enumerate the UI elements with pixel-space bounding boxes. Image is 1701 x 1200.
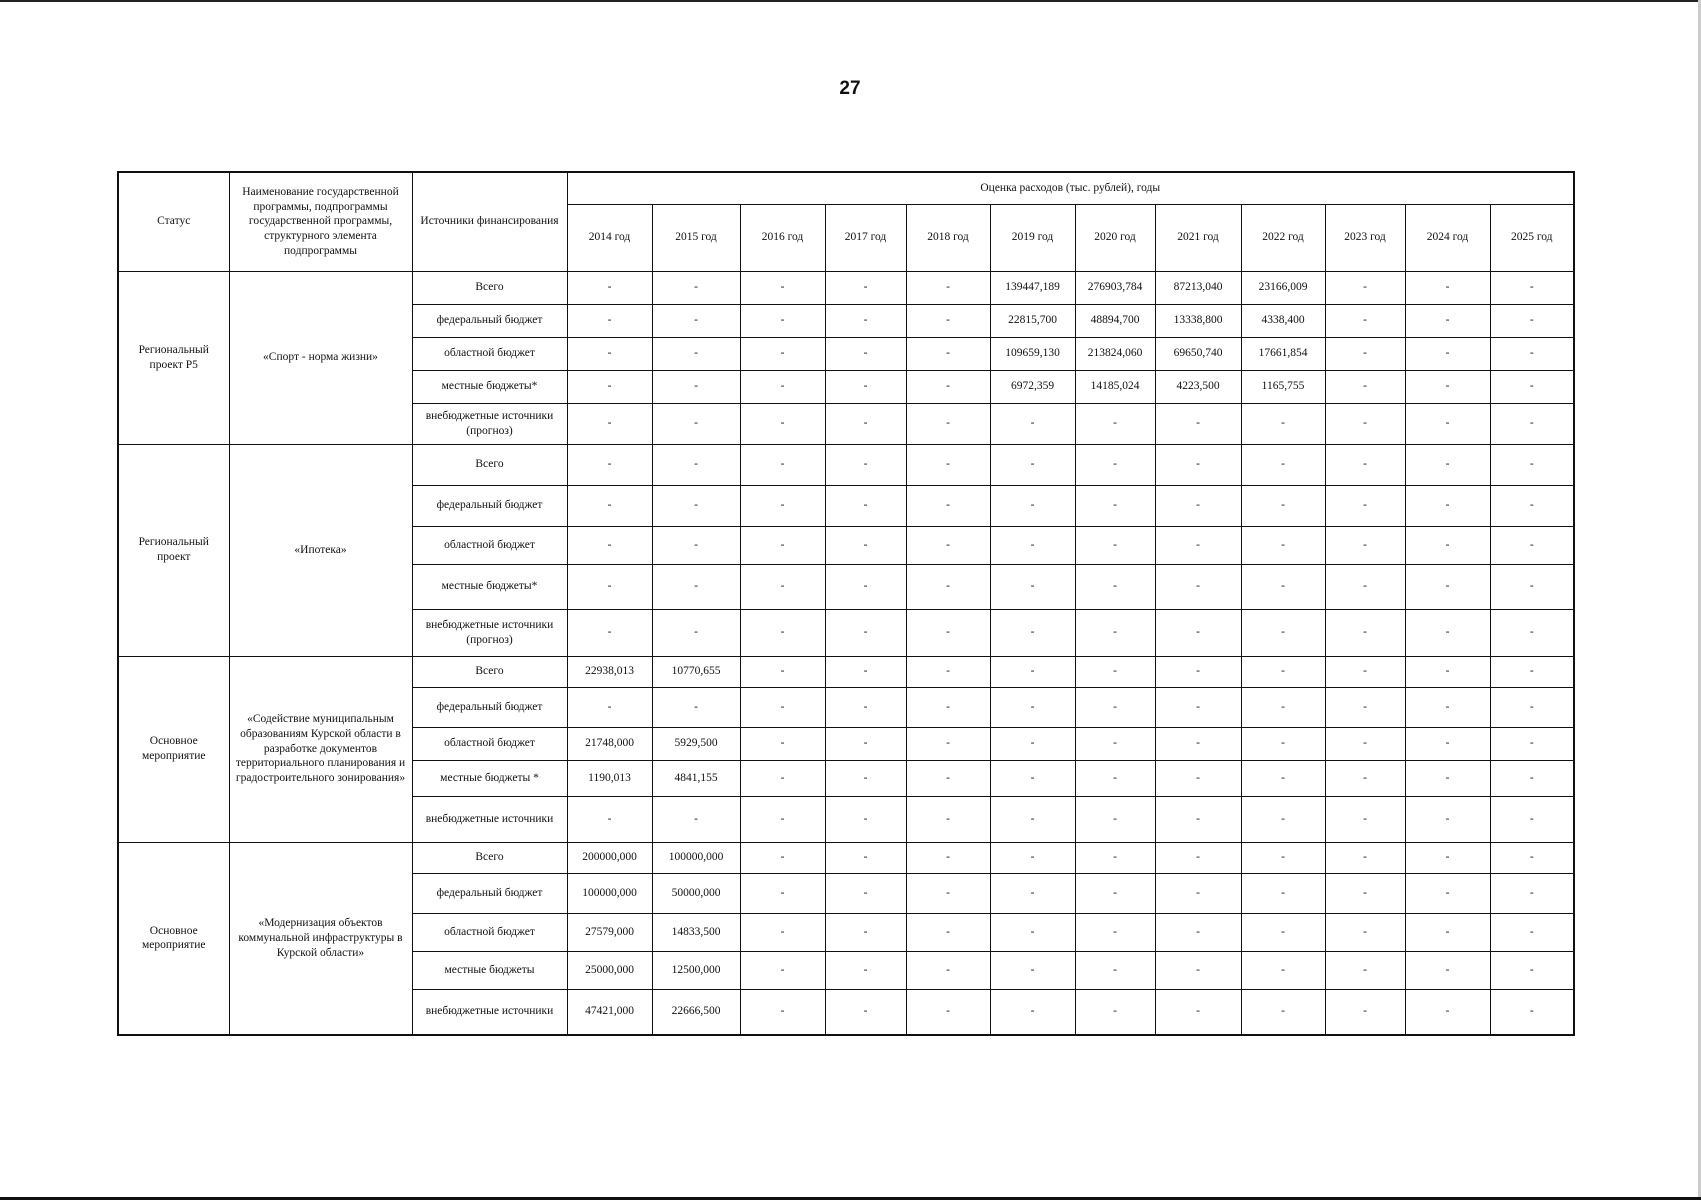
- value-cell: -: [1241, 796, 1325, 842]
- status-cell: Региональный проект: [118, 444, 229, 656]
- value-cell: -: [1075, 951, 1155, 989]
- value-cell: -: [906, 485, 990, 526]
- value-cell: -: [990, 687, 1075, 727]
- value-cell: -: [740, 760, 825, 796]
- year-header: 2021 год: [1155, 204, 1241, 271]
- value-cell: -: [1325, 304, 1405, 337]
- value-cell: -: [1325, 444, 1405, 485]
- value-cell: -: [1155, 687, 1241, 727]
- table-row: [118, 444, 1574, 485]
- value-cell: -: [1241, 656, 1325, 687]
- value-cell: -: [740, 842, 825, 873]
- value-cell: 50000,000: [652, 873, 740, 913]
- value-cell: -: [906, 687, 990, 727]
- funding-source-cell: местные бюджеты*: [412, 370, 567, 403]
- value-cell: -: [740, 403, 825, 444]
- value-cell: -: [1325, 796, 1405, 842]
- value-cell: -: [1405, 444, 1490, 485]
- value-cell: -: [1325, 609, 1405, 656]
- value-cell: -: [825, 989, 906, 1035]
- value-cell: -: [1325, 760, 1405, 796]
- value-cell: -: [906, 873, 990, 913]
- year-header: 2023 год: [1325, 204, 1405, 271]
- program-name-cell: «Спорт - норма жизни»: [229, 271, 412, 444]
- value-cell: -: [652, 403, 740, 444]
- year-header: 2019 год: [990, 204, 1075, 271]
- program-name-cell: «Модернизация объектов коммунальной инфраструктуры в Курской области»: [229, 842, 412, 1035]
- value-cell: -: [1325, 913, 1405, 951]
- value-cell: -: [1075, 609, 1155, 656]
- funding-source-cell: Всего: [412, 656, 567, 687]
- value-cell: -: [1075, 873, 1155, 913]
- value-cell: -: [1155, 564, 1241, 609]
- value-cell: -: [1325, 403, 1405, 444]
- value-cell: -: [825, 913, 906, 951]
- value-cell: -: [825, 444, 906, 485]
- value-cell: -: [1075, 989, 1155, 1035]
- value-cell: -: [1405, 485, 1490, 526]
- status-cell: Основное мероприятие: [118, 842, 229, 1035]
- value-cell: 22815,700: [990, 304, 1075, 337]
- value-cell: -: [1075, 842, 1155, 873]
- value-cell: -: [652, 526, 740, 564]
- value-cell: 200000,000: [567, 842, 652, 873]
- value-cell: -: [567, 337, 652, 370]
- value-cell: -: [825, 609, 906, 656]
- value-cell: -: [1075, 444, 1155, 485]
- funding-source-cell: местные бюджеты*: [412, 564, 567, 609]
- value-cell: -: [652, 687, 740, 727]
- value-cell: -: [825, 873, 906, 913]
- value-cell: -: [1325, 485, 1405, 526]
- value-cell: -: [1075, 687, 1155, 727]
- value-cell: -: [825, 951, 906, 989]
- value-cell: 13338,800: [1155, 304, 1241, 337]
- value-cell: -: [906, 760, 990, 796]
- value-cell: -: [906, 444, 990, 485]
- value-cell: -: [1155, 951, 1241, 989]
- value-cell: 25000,000: [567, 951, 652, 989]
- value-cell: -: [1405, 564, 1490, 609]
- value-cell: -: [1241, 760, 1325, 796]
- header-sources: Источники финансирования: [412, 172, 567, 271]
- value-cell: 1165,755: [1241, 370, 1325, 403]
- value-cell: -: [1405, 727, 1490, 760]
- value-cell: -: [906, 304, 990, 337]
- value-cell: -: [990, 564, 1075, 609]
- value-cell: -: [1075, 727, 1155, 760]
- value-cell: -: [1155, 842, 1241, 873]
- value-cell: -: [1325, 564, 1405, 609]
- value-cell: -: [740, 913, 825, 951]
- value-cell: -: [1490, 304, 1574, 337]
- value-cell: -: [990, 873, 1075, 913]
- funding-source-cell: областной бюджет: [412, 526, 567, 564]
- value-cell: -: [1490, 873, 1574, 913]
- funding-source-cell: областной бюджет: [412, 913, 567, 951]
- value-cell: -: [652, 271, 740, 304]
- year-header: 2020 год: [1075, 204, 1155, 271]
- value-cell: -: [825, 760, 906, 796]
- value-cell: 4223,500: [1155, 370, 1241, 403]
- value-cell: -: [740, 727, 825, 760]
- value-cell: -: [1325, 271, 1405, 304]
- table-row: [118, 656, 1574, 687]
- value-cell: 4338,400: [1241, 304, 1325, 337]
- value-cell: -: [740, 444, 825, 485]
- value-cell: -: [1075, 760, 1155, 796]
- value-cell: -: [740, 337, 825, 370]
- value-cell: -: [1405, 526, 1490, 564]
- value-cell: 139447,189: [990, 271, 1075, 304]
- value-cell: -: [825, 485, 906, 526]
- header-name: Наименование государственной программы, подпрограммы государственной программы, структурного элемента подпрограммы: [229, 172, 412, 271]
- value-cell: -: [906, 727, 990, 760]
- value-cell: -: [906, 564, 990, 609]
- funding-source-cell: Всего: [412, 444, 567, 485]
- value-cell: -: [990, 526, 1075, 564]
- value-cell: -: [906, 403, 990, 444]
- value-cell: -: [906, 609, 990, 656]
- value-cell: -: [1241, 989, 1325, 1035]
- value-cell: -: [567, 609, 652, 656]
- funding-source-cell: внебюджетные источники (прогноз): [412, 403, 567, 444]
- value-cell: -: [990, 485, 1075, 526]
- value-cell: -: [1155, 526, 1241, 564]
- value-cell: -: [906, 842, 990, 873]
- value-cell: -: [990, 760, 1075, 796]
- value-cell: -: [906, 796, 990, 842]
- funding-source-cell: федеральный бюджет: [412, 687, 567, 727]
- value-cell: -: [1325, 337, 1405, 370]
- value-cell: -: [1241, 609, 1325, 656]
- value-cell: 5929,500: [652, 727, 740, 760]
- value-cell: 21748,000: [567, 727, 652, 760]
- value-cell: -: [652, 564, 740, 609]
- value-cell: -: [990, 796, 1075, 842]
- funding-source-cell: внебюджетные источники (прогноз): [412, 609, 567, 656]
- value-cell: -: [1405, 304, 1490, 337]
- value-cell: -: [1405, 656, 1490, 687]
- value-cell: -: [1241, 913, 1325, 951]
- value-cell: -: [1325, 989, 1405, 1035]
- value-cell: -: [825, 304, 906, 337]
- table-row: [118, 271, 1574, 304]
- value-cell: -: [1405, 913, 1490, 951]
- value-cell: -: [1155, 796, 1241, 842]
- value-cell: -: [906, 526, 990, 564]
- value-cell: -: [990, 913, 1075, 951]
- year-header: 2015 год: [652, 204, 740, 271]
- year-header: 2025 год: [1490, 204, 1574, 271]
- value-cell: -: [740, 951, 825, 989]
- value-cell: -: [567, 403, 652, 444]
- value-cell: -: [1075, 796, 1155, 842]
- value-cell: -: [906, 271, 990, 304]
- value-cell: 14833,500: [652, 913, 740, 951]
- value-cell: -: [567, 304, 652, 337]
- value-cell: -: [740, 564, 825, 609]
- value-cell: -: [740, 526, 825, 564]
- value-cell: 276903,784: [1075, 271, 1155, 304]
- value-cell: -: [825, 656, 906, 687]
- value-cell: -: [1405, 989, 1490, 1035]
- value-cell: -: [567, 796, 652, 842]
- funding-source-cell: местные бюджеты *: [412, 760, 567, 796]
- value-cell: -: [990, 609, 1075, 656]
- value-cell: -: [1405, 271, 1490, 304]
- value-cell: -: [740, 687, 825, 727]
- value-cell: -: [652, 337, 740, 370]
- value-cell: -: [1490, 485, 1574, 526]
- value-cell: -: [1490, 271, 1574, 304]
- value-cell: 87213,040: [1155, 271, 1241, 304]
- value-cell: -: [825, 271, 906, 304]
- value-cell: -: [1155, 485, 1241, 526]
- value-cell: -: [1325, 842, 1405, 873]
- value-cell: -: [652, 609, 740, 656]
- value-cell: 47421,000: [567, 989, 652, 1035]
- funding-source-cell: федеральный бюджет: [412, 485, 567, 526]
- value-cell: 14185,024: [1075, 370, 1155, 403]
- value-cell: -: [740, 304, 825, 337]
- value-cell: -: [1490, 370, 1574, 403]
- value-cell: -: [740, 485, 825, 526]
- value-cell: -: [1075, 403, 1155, 444]
- funding-source-cell: областной бюджет: [412, 337, 567, 370]
- value-cell: -: [990, 727, 1075, 760]
- value-cell: -: [1405, 796, 1490, 842]
- value-cell: -: [1325, 656, 1405, 687]
- funding-source-cell: областной бюджет: [412, 727, 567, 760]
- value-cell: -: [1405, 337, 1490, 370]
- value-cell: -: [1075, 485, 1155, 526]
- value-cell: -: [990, 842, 1075, 873]
- value-cell: 12500,000: [652, 951, 740, 989]
- header-row-1: [118, 172, 1574, 204]
- value-cell: -: [567, 271, 652, 304]
- year-header: 2017 год: [825, 204, 906, 271]
- value-cell: 109659,130: [990, 337, 1075, 370]
- value-cell: -: [1490, 951, 1574, 989]
- value-cell: -: [990, 403, 1075, 444]
- value-cell: -: [825, 370, 906, 403]
- value-cell: -: [1241, 873, 1325, 913]
- value-cell: -: [567, 444, 652, 485]
- value-cell: -: [1241, 526, 1325, 564]
- value-cell: -: [1490, 526, 1574, 564]
- value-cell: -: [740, 989, 825, 1035]
- value-cell: 17661,854: [1241, 337, 1325, 370]
- value-cell: -: [1405, 687, 1490, 727]
- year-header: 2018 год: [906, 204, 990, 271]
- value-cell: -: [906, 656, 990, 687]
- value-cell: -: [1325, 727, 1405, 760]
- value-cell: -: [1490, 796, 1574, 842]
- value-cell: -: [990, 656, 1075, 687]
- value-cell: -: [1241, 564, 1325, 609]
- value-cell: 48894,700: [1075, 304, 1155, 337]
- funding-source-cell: федеральный бюджет: [412, 873, 567, 913]
- header-status: Статус: [118, 172, 229, 271]
- status-cell: Региональный проект P5: [118, 271, 229, 444]
- header-estimate: Оценка расходов (тыс. рублей), годы: [567, 172, 1574, 204]
- value-cell: -: [1490, 656, 1574, 687]
- value-cell: -: [1490, 564, 1574, 609]
- table-row: [118, 842, 1574, 873]
- value-cell: -: [740, 656, 825, 687]
- value-cell: 10770,655: [652, 656, 740, 687]
- budget-table-body: [118, 271, 1574, 1035]
- page-number: 27: [839, 78, 861, 99]
- value-cell: 1190,013: [567, 760, 652, 796]
- value-cell: -: [740, 370, 825, 403]
- value-cell: -: [1241, 727, 1325, 760]
- value-cell: -: [1405, 842, 1490, 873]
- value-cell: -: [825, 403, 906, 444]
- value-cell: -: [825, 727, 906, 760]
- value-cell: -: [1405, 873, 1490, 913]
- value-cell: -: [990, 951, 1075, 989]
- status-cell: Основное мероприятие: [118, 656, 229, 842]
- value-cell: -: [1155, 989, 1241, 1035]
- value-cell: 27579,000: [567, 913, 652, 951]
- funding-source-cell: Всего: [412, 842, 567, 873]
- value-cell: -: [1405, 403, 1490, 444]
- value-cell: -: [825, 564, 906, 609]
- value-cell: -: [1490, 337, 1574, 370]
- value-cell: -: [1155, 609, 1241, 656]
- funding-source-cell: местные бюджеты: [412, 951, 567, 989]
- year-header: 2016 год: [740, 204, 825, 271]
- value-cell: -: [825, 687, 906, 727]
- value-cell: -: [1325, 873, 1405, 913]
- value-cell: -: [567, 526, 652, 564]
- funding-source-cell: Всего: [412, 271, 567, 304]
- value-cell: -: [1155, 444, 1241, 485]
- value-cell: -: [1490, 913, 1574, 951]
- value-cell: -: [1155, 403, 1241, 444]
- program-name-cell: «Ипотека»: [229, 444, 412, 656]
- value-cell: 6972,359: [990, 370, 1075, 403]
- value-cell: -: [906, 989, 990, 1035]
- value-cell: -: [1241, 687, 1325, 727]
- value-cell: -: [990, 444, 1075, 485]
- value-cell: -: [1155, 727, 1241, 760]
- value-cell: -: [1155, 913, 1241, 951]
- value-cell: -: [1241, 403, 1325, 444]
- value-cell: -: [1155, 760, 1241, 796]
- value-cell: -: [1241, 444, 1325, 485]
- value-cell: -: [1490, 760, 1574, 796]
- value-cell: -: [1405, 760, 1490, 796]
- value-cell: 213824,060: [1075, 337, 1155, 370]
- value-cell: -: [1075, 656, 1155, 687]
- year-header: 2022 год: [1241, 204, 1325, 271]
- value-cell: -: [652, 796, 740, 842]
- value-cell: -: [1490, 989, 1574, 1035]
- budget-table: [117, 171, 1575, 1036]
- value-cell: -: [652, 370, 740, 403]
- value-cell: -: [825, 337, 906, 370]
- value-cell: -: [567, 564, 652, 609]
- value-cell: -: [652, 304, 740, 337]
- value-cell: -: [1241, 842, 1325, 873]
- value-cell: -: [990, 989, 1075, 1035]
- value-cell: -: [1241, 951, 1325, 989]
- value-cell: -: [652, 444, 740, 485]
- value-cell: -: [825, 796, 906, 842]
- funding-source-cell: внебюджетные источники: [412, 989, 567, 1035]
- value-cell: -: [906, 951, 990, 989]
- value-cell: -: [906, 337, 990, 370]
- value-cell: -: [1490, 609, 1574, 656]
- value-cell: -: [740, 873, 825, 913]
- value-cell: -: [740, 796, 825, 842]
- value-cell: 22938,013: [567, 656, 652, 687]
- value-cell: -: [1325, 370, 1405, 403]
- value-cell: -: [1155, 873, 1241, 913]
- funding-source-cell: внебюджетные источники: [412, 796, 567, 842]
- value-cell: -: [1325, 951, 1405, 989]
- value-cell: -: [1405, 951, 1490, 989]
- year-header: 2014 год: [567, 204, 652, 271]
- value-cell: -: [1075, 564, 1155, 609]
- value-cell: -: [1490, 727, 1574, 760]
- value-cell: -: [825, 842, 906, 873]
- value-cell: 4841,155: [652, 760, 740, 796]
- value-cell: -: [906, 370, 990, 403]
- value-cell: -: [1405, 609, 1490, 656]
- year-header: 2024 год: [1405, 204, 1490, 271]
- value-cell: -: [906, 913, 990, 951]
- value-cell: -: [652, 485, 740, 526]
- program-name-cell: «Содействие муниципальным образованиям Курской области в разработке документов территориального планирования и градостроительного зонирования»: [229, 656, 412, 842]
- value-cell: -: [740, 271, 825, 304]
- value-cell: -: [567, 370, 652, 403]
- value-cell: -: [1405, 370, 1490, 403]
- funding-source-cell: федеральный бюджет: [412, 304, 567, 337]
- value-cell: 100000,000: [567, 873, 652, 913]
- value-cell: -: [740, 609, 825, 656]
- value-cell: 23166,009: [1241, 271, 1325, 304]
- value-cell: -: [1241, 485, 1325, 526]
- value-cell: -: [1490, 842, 1574, 873]
- value-cell: 69650,740: [1155, 337, 1241, 370]
- value-cell: -: [567, 485, 652, 526]
- value-cell: 22666,500: [652, 989, 740, 1035]
- value-cell: -: [567, 687, 652, 727]
- value-cell: -: [1075, 526, 1155, 564]
- value-cell: -: [1155, 656, 1241, 687]
- value-cell: -: [1075, 913, 1155, 951]
- scan-edge-top: [0, 0, 1701, 2]
- value-cell: 100000,000: [652, 842, 740, 873]
- value-cell: -: [1325, 526, 1405, 564]
- value-cell: -: [1490, 687, 1574, 727]
- value-cell: -: [825, 526, 906, 564]
- value-cell: -: [1490, 444, 1574, 485]
- value-cell: -: [1325, 687, 1405, 727]
- value-cell: -: [1490, 403, 1574, 444]
